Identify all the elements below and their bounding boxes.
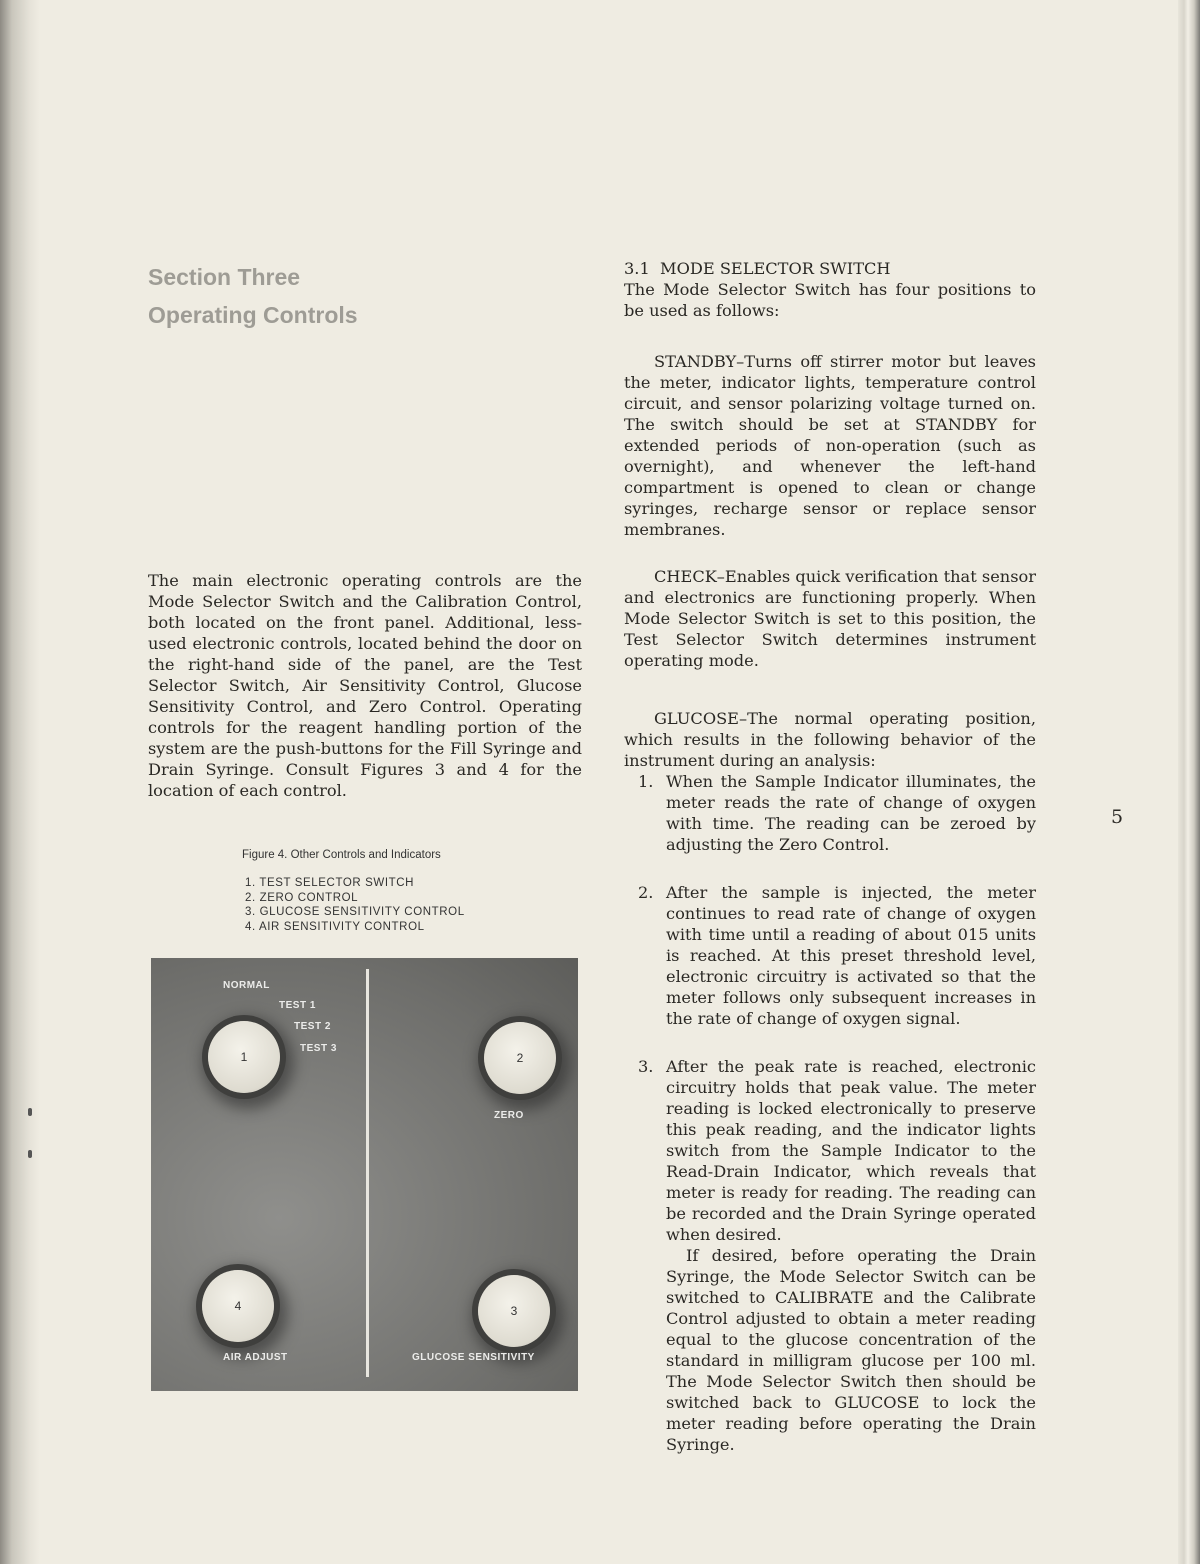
page-number: 5 <box>1111 806 1124 828</box>
figure-caption: Figure 4. Other Controls and Indicators <box>242 849 441 861</box>
legend-item: 2. ZERO CONTROL <box>245 891 359 904</box>
label-test1: TEST 1 <box>279 1000 316 1011</box>
legend-item: 1. TEST SELECTOR SWITCH <box>245 877 415 889</box>
test-selector-knob: 1 <box>208 1021 280 1093</box>
lead-paragraph: The Mode Selector Switch has four positions to be used as follows: <box>624 280 1036 320</box>
glucose-sensitivity-knob: 3 <box>478 1275 550 1347</box>
label-test3: TEST 3 <box>300 1043 337 1054</box>
subsection-title: 3.1 MODE SELECTOR SWITCH <box>624 259 891 278</box>
binding-gutter <box>0 0 40 1564</box>
check-paragraph: CHECK–Enables quick verification that sensor and electronics are functioning properly. When Mode Selector Switch is set to this position, the Test Selector Switch determines instrument operating mode. <box>624 567 1036 670</box>
step-continuation-text: If desired, before operating the Drain Syringe, the Mode Selector Switch can be switched to CALIBRATE and the Calibrate Control adjusted to obtain a meter reading equal to the glucose concentration of the standard in milligram glucose per 100 ml. The Mode Selector Switch then should be switched back to GLUCOSE to lock the meter reading before operating the Drain Syringe. <box>666 1246 1036 1454</box>
section-title: Operating Controls <box>148 302 358 328</box>
mode-selector-section <box>624 258 1036 1455</box>
label-normal: NORMAL <box>223 980 270 991</box>
label-glucose-sensitivity: GLUCOSE SENSITIVITY <box>412 1352 535 1363</box>
air-adjust-knob: 4 <box>202 1270 274 1342</box>
figure-legend <box>245 876 465 934</box>
page-edge <box>1178 0 1200 1564</box>
zero-knob: 2 <box>484 1022 556 1094</box>
glucose-paragraph: GLUCOSE–The normal operating position, which results in the following behavior of the instrument during an analysis: <box>624 709 1036 770</box>
label-test2: TEST 2 <box>294 1021 331 1032</box>
label-air-adjust: AIR ADJUST <box>223 1352 288 1363</box>
staple <box>28 1108 32 1116</box>
step-number: 1. <box>638 772 654 791</box>
section-number: Section Three <box>148 264 301 290</box>
step-item <box>624 771 1036 855</box>
step-item <box>624 1056 1036 1245</box>
control-panel-photo <box>151 958 578 1391</box>
step-number: 3. <box>638 1057 654 1076</box>
step-item <box>624 882 1036 1029</box>
section-heading <box>148 258 358 334</box>
label-zero: ZERO <box>494 1110 524 1121</box>
step-number: 2. <box>638 883 654 902</box>
legend-item: 3. GLUCOSE SENSITIVITY CONTROL <box>245 906 465 918</box>
step-continuation <box>624 1245 1036 1455</box>
step-text: After the peak rate is reached, electronic circuitry holds that peak value. The meter reading is locked electronically to preserve this peak reading, and the indicator lights switch from the Sample Indicator to the Read-Drain Indicator, which reveals that meter is ready for reading. The reading can be recorded and the Drain Syringe operated when desired. <box>666 1057 1036 1244</box>
staple <box>28 1150 32 1158</box>
step-text: When the Sample Indicator illuminates, the meter reads the rate of change of oxygen with time. The reading can be zeroed by adjusting the Zero Control. <box>666 772 1036 854</box>
step-text: After the sample is injected, the meter continues to read rate of change of oxygen with time until a reading of about 015 units is reached. At this preset threshold level, electronic circuitry is activated so that the meter follows only subsequent increases in the rate of change of oxygen signal. <box>666 883 1036 1028</box>
legend-item: 4. AIR SENSITIVITY CONTROL <box>245 920 425 933</box>
panel-divider <box>366 969 369 1377</box>
standby-paragraph: STANDBY–Turns off stirrer motor but leaves the meter, indicator lights, temperature control circuit, and sensor polarizing voltage turned on. The switch should be set at STANDBY for extended periods of non-operation (such as overnight), and whenever the left-hand compartment is opened to clean or change syringes, recharge sensor or replace sensor membranes. <box>624 352 1036 539</box>
intro-paragraph: The main electronic operating controls are the Mode Selector Switch and the Calibration Control, both located on the front panel. Additional, less-used electronic controls, located behind the door on the right-hand side of the panel, are the Test Selector Switch, Air Sensitivity Control, Glucose Sensitivity Control, and Zero Control. Operating controls for the reagent handling portion of the system are the push-buttons for the Fill Syringe and Drain Syringe. Consult Figures 3 and 4 for the location of each control. <box>148 571 582 800</box>
